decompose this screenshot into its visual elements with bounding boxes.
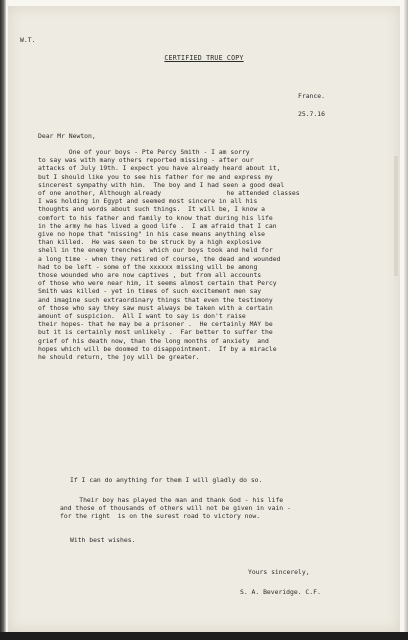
letter-body: One of your boys - Pte Percy Smith - I am sorry to say was with many others reported missing - after our attacks of July 19th. I expect you have already heard about it, but I should like you to see his father for me and express my sincerest sympathy with him. The boy and I had seen a good deal of one another, Although already he attended classes I was holding in Egypt and seemed most sincere in all his thoughts and words about such things. It will be, I know a comfort to his father and family to know that during his life in the army he has lived a good life . I am afraid that I can give no hope that "missing" in his case means anything else than killed. He was seen to be struck by a high explosive shell in the enemy trenches which our boys took and held for a long time - when they retired of course, the dead and wounded had to be left - some of the xxxxxx missing will be among those wounded who are now captives , but from all accounts of those who were near him, it seems almost certain that Percy Smith was killed - yet in times of such excitement men say and imagine such extraordinary things that even the testimony of those who say they saw must always be taken with a certain amount of suspicion. All I want to say is don't raise their hopes- that he may be a prisoner . He certainly MAY be but it is certainly most unlikely . Far better to suffer the grief of his death now, than the long months of anxiety and hopes which will be doomed to disappointment. If by a miracle he should return, the joy will be greater.: [38, 148, 300, 362]
letter-paper: [8, 6, 400, 632]
closing-offer: If I can do anything for them I will gladly do so.: [70, 476, 263, 484]
letter-place: France.: [298, 92, 325, 100]
signature-name: S. A. Beveridge. C.F.: [240, 588, 321, 596]
closing-paragraph: Their boy has played the man and thank God - his life and those of thousands of others will not be given in vain - for the right is on the surest road to victory now.: [60, 496, 291, 521]
best-wishes: With best wishes.: [70, 536, 136, 544]
document-title-text: CERTIFIED TRUE COPY: [164, 54, 244, 62]
scan-right-edge: [404, 0, 408, 640]
reference-mark: W.T.: [20, 36, 36, 44]
letter-content: [8, 6, 400, 632]
document-title: [8, 54, 400, 62]
sign-off: Yours sincerely,: [248, 568, 310, 576]
letter-date: 25.7.16: [298, 110, 325, 118]
salutation: Dear Mr Newton,: [38, 132, 96, 140]
scan-bottom-edge: [0, 632, 408, 640]
scan-left-edge: [0, 0, 6, 640]
